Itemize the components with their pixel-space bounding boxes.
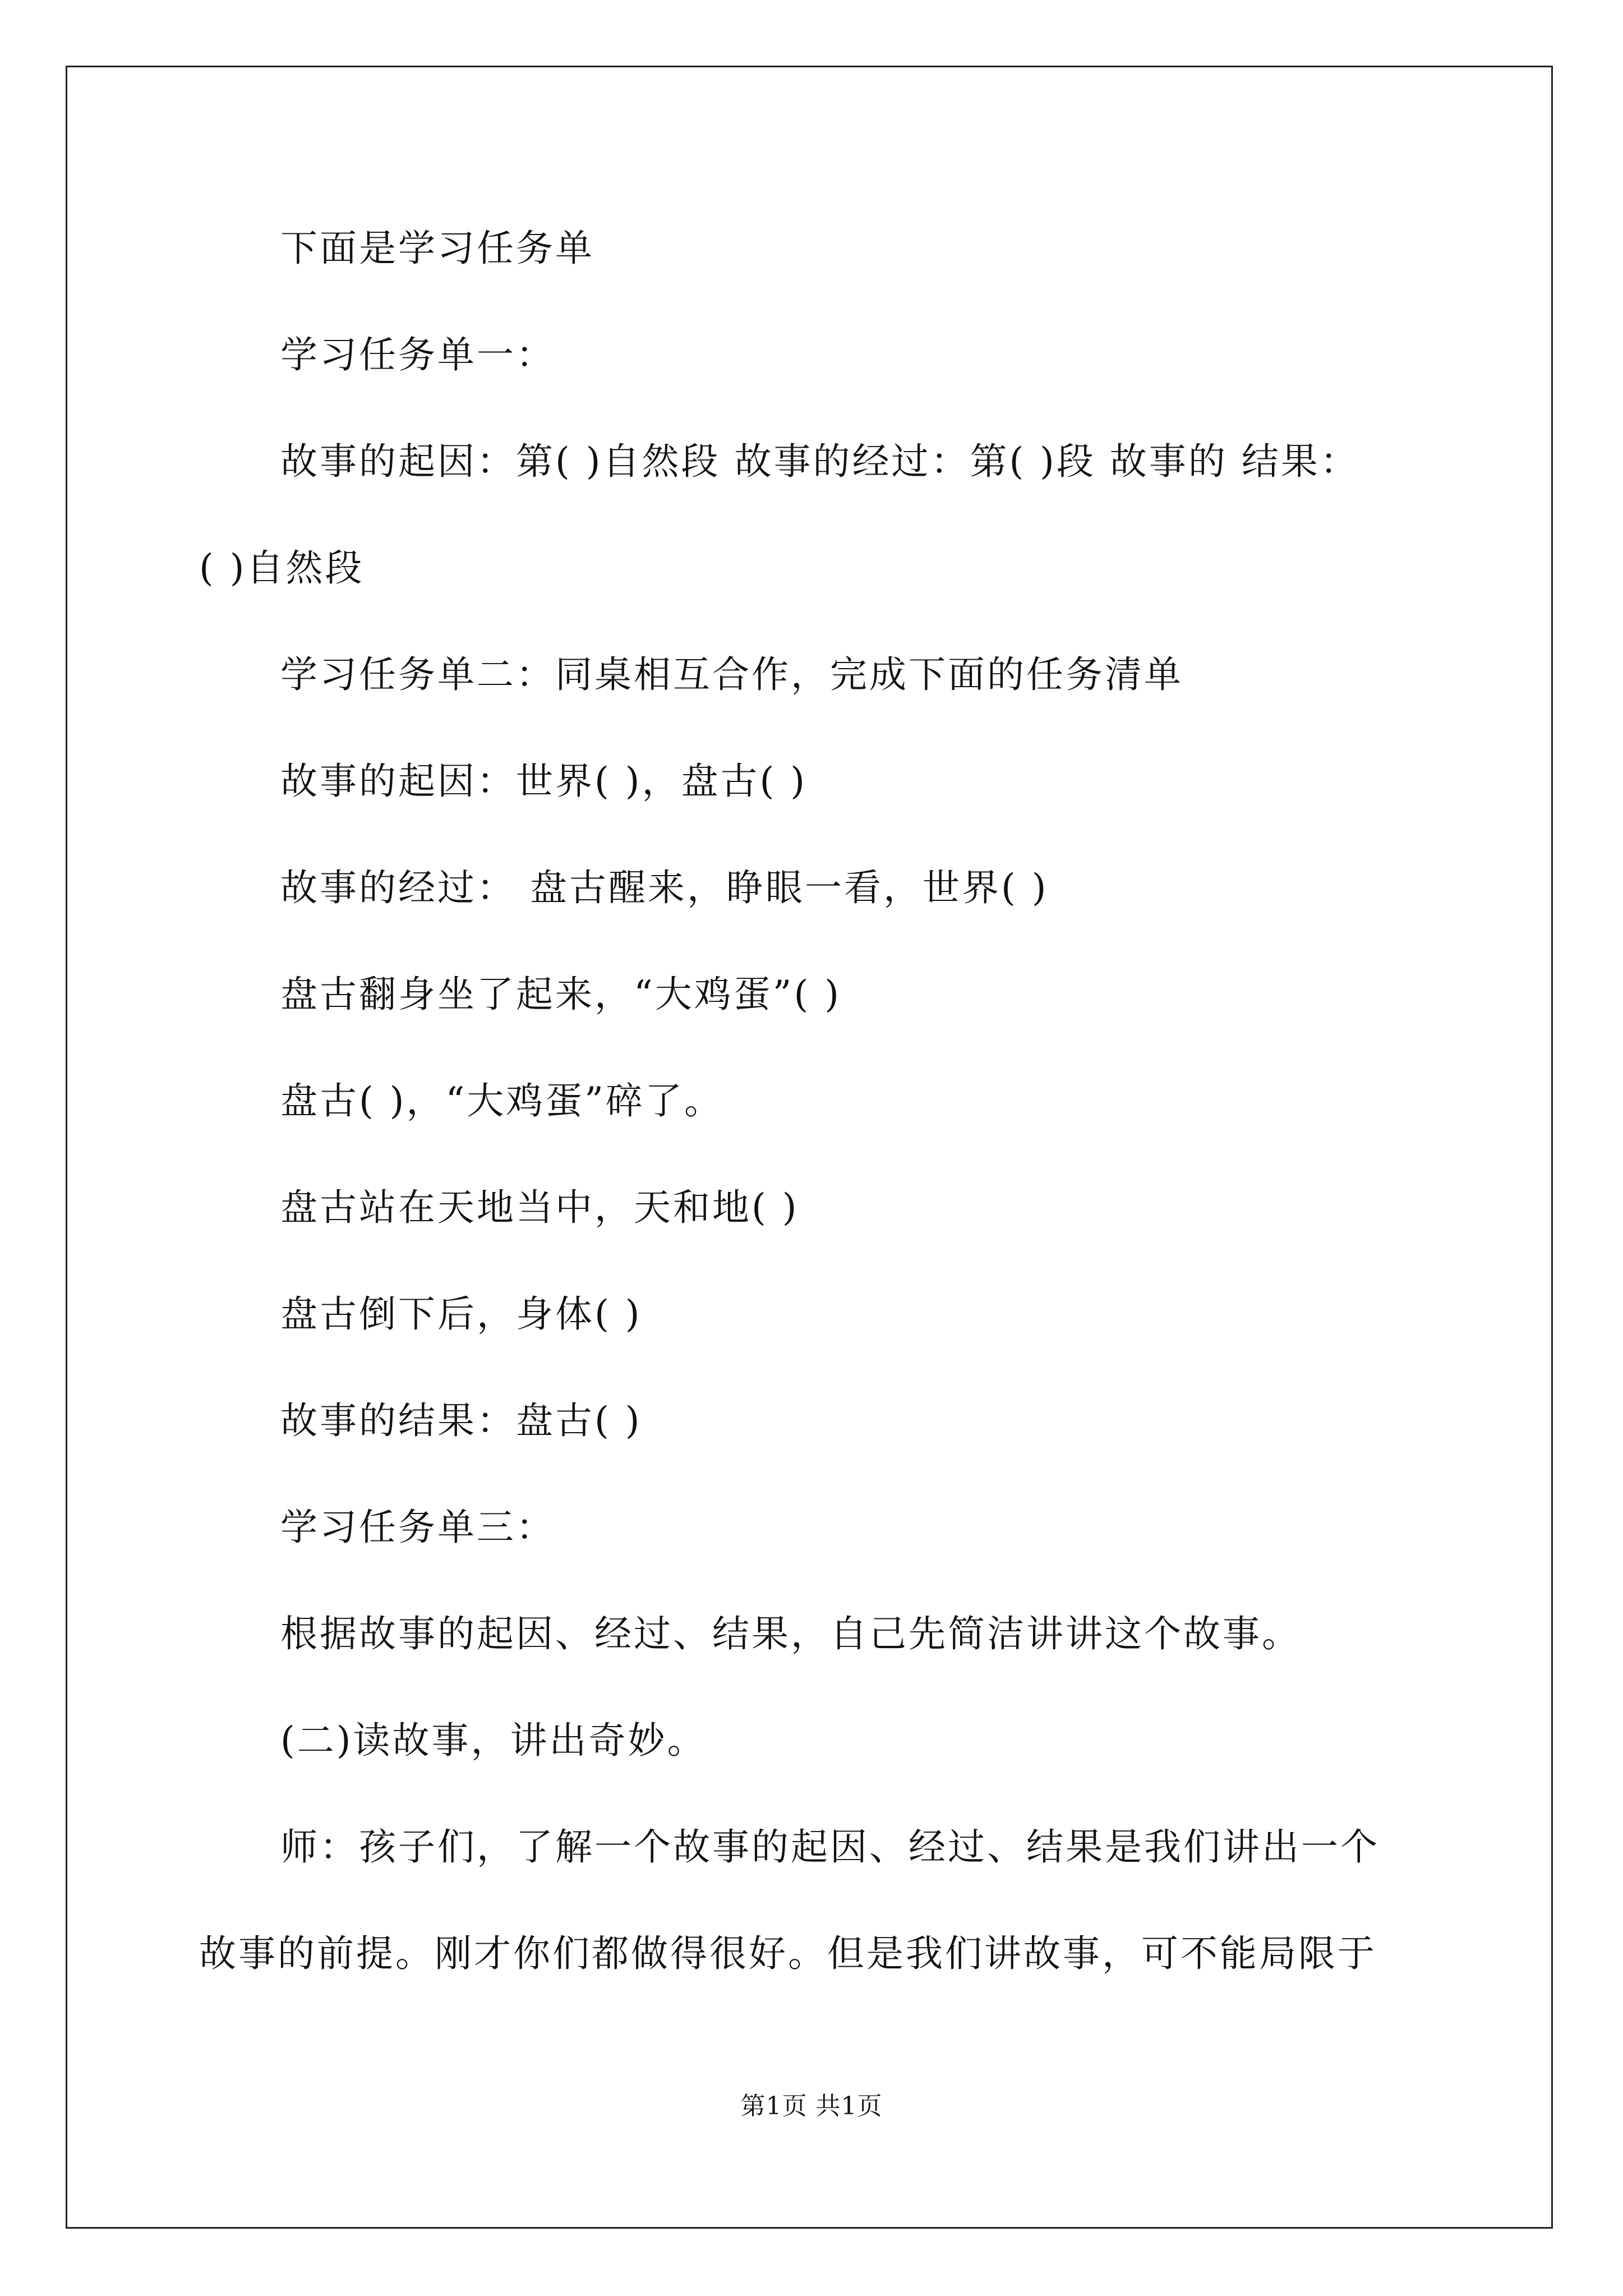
text-line: ( )自然段 [199,546,365,590]
text-line: 下面是学习任务单 [280,227,594,270]
text-line: 故事的经过： 盘古醒来，睁眼一看，世界( ) [280,866,1049,909]
text-line: 学习任务单二：同桌相互合作，完成下面的任务清单 [280,653,1183,696]
text-line: 学习任务单一： [280,333,555,376]
text-line: 师：孩子们，了解一个故事的起因、经过、结果是我们讲出一个 [280,1825,1380,1869]
text-line: 故事的结果：盘古( ) [280,1399,642,1442]
text-line: 盘古翻身坐了起来，“大鸡蛋”( ) [280,973,841,1016]
page-border [66,66,1553,2229]
text-line: 根据故事的起因、经过、结果，自己先简洁讲讲这个故事。 [280,1612,1301,1655]
text-line: 故事的起因：世界( )，盘古( ) [280,760,807,803]
text-line: 学习任务单三： [280,1506,555,1549]
text-line: 盘古倒下后，身体( ) [280,1292,642,1336]
text-line: 故事的起因：第( )自然段 故事的经过：第( )段 故事的 结果： [280,440,1359,483]
text-line: (二)读故事，讲出奇妙。 [280,1719,707,1762]
text-line: 盘古( )，“大鸡蛋”碎了。 [280,1079,723,1122]
text-line: 故事的前提。刚才你们都做得很好。但是我们讲故事，可不能局限于 [199,1932,1377,1975]
page-footer: 第1页 共1页 [740,2092,883,2120]
text-line: 盘古站在天地当中，天和地( ) [280,1186,799,1229]
